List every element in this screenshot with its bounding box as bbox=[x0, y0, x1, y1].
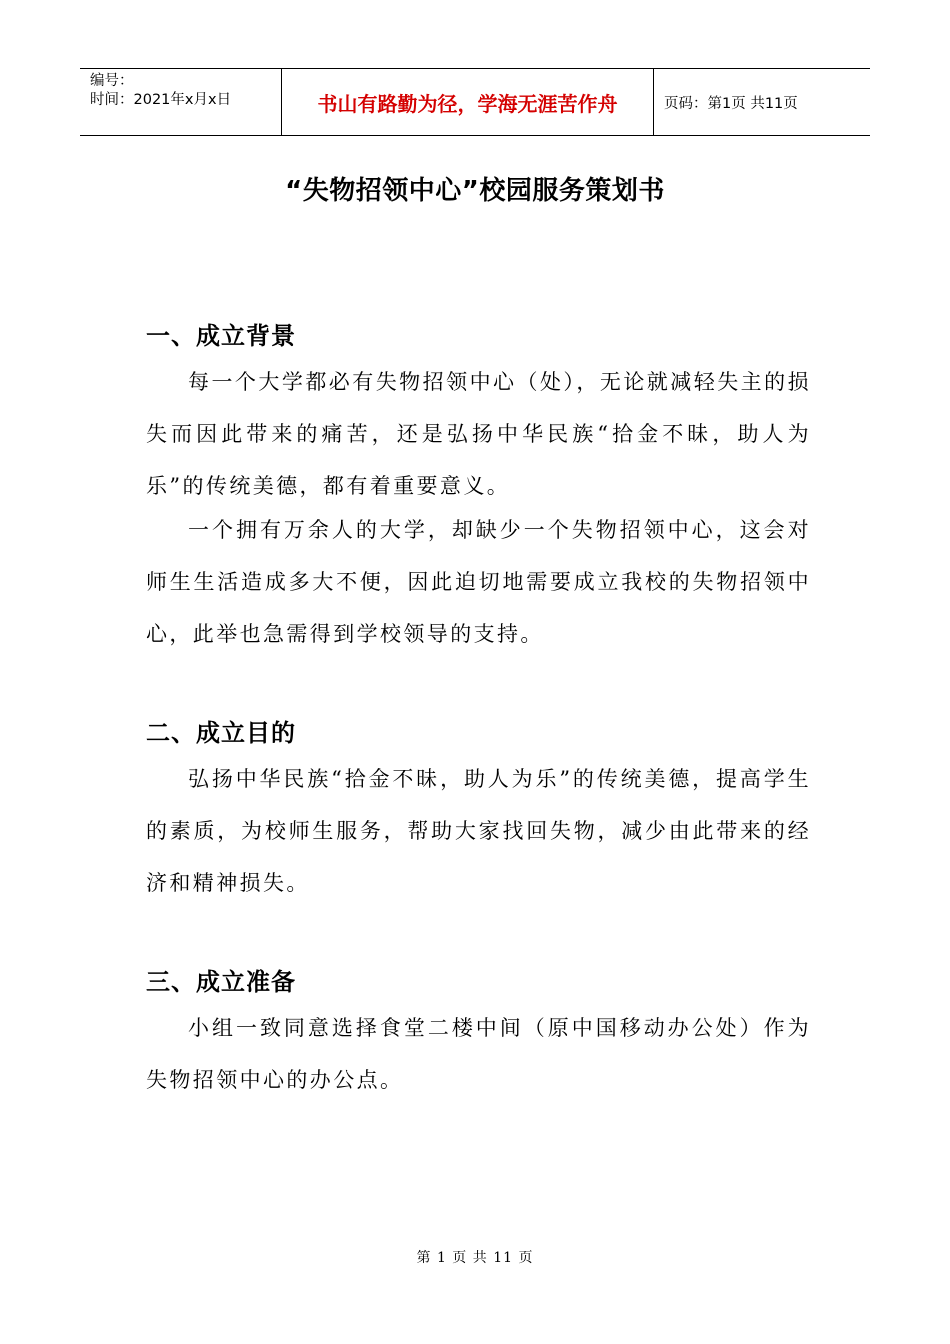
section-heading-preparation: 三、成立准备 bbox=[146, 968, 296, 996]
header-time-label: 时间：2021年x月x日 bbox=[90, 92, 232, 108]
document-title: “失物招领中心”校园服务策划书 bbox=[285, 176, 665, 206]
header-meta-cell bbox=[80, 69, 282, 135]
page-header bbox=[80, 68, 870, 136]
paragraph-purpose-1: 弘扬中华民族“拾金不昧，助人为乐”的传统美德，提高学生的素质，为校师生服务，帮助大家找回失物，减少由此带来的经济和精神损失。 bbox=[146, 767, 811, 895]
page-footer: 第 1 页 共 11 页 bbox=[416, 1250, 534, 1266]
paragraph-background-1: 每一个大学都必有失物招领中心（处），无论就减轻失主的损失而因此带来的痛苦，还是弘扬中华民族“拾金不昧，助人为乐”的传统美德，都有着重要意义。 bbox=[146, 370, 811, 498]
header-page-info: 页码：第1页 共11页 bbox=[664, 95, 798, 112]
section-heading-background: 一、成立背景 bbox=[146, 322, 296, 350]
header-number-label: 编号： bbox=[90, 73, 134, 89]
section-heading-purpose: 二、成立目的 bbox=[146, 719, 296, 747]
paragraph-preparation-1: 小组一致同意选择食堂二楼中间（原中国移动办公处）作为失物招领中心的办公点。 bbox=[146, 1016, 811, 1092]
paragraph-background-2: 一个拥有万余人的大学，却缺少一个失物招领中心，这会对师生生活造成多大不便，因此迫切地需要成立我校的失物招领中心，此举也急需得到学校领导的支持。 bbox=[146, 518, 811, 646]
header-motto: 书山有路勤为径，学海无涯苦作舟 bbox=[282, 69, 654, 135]
